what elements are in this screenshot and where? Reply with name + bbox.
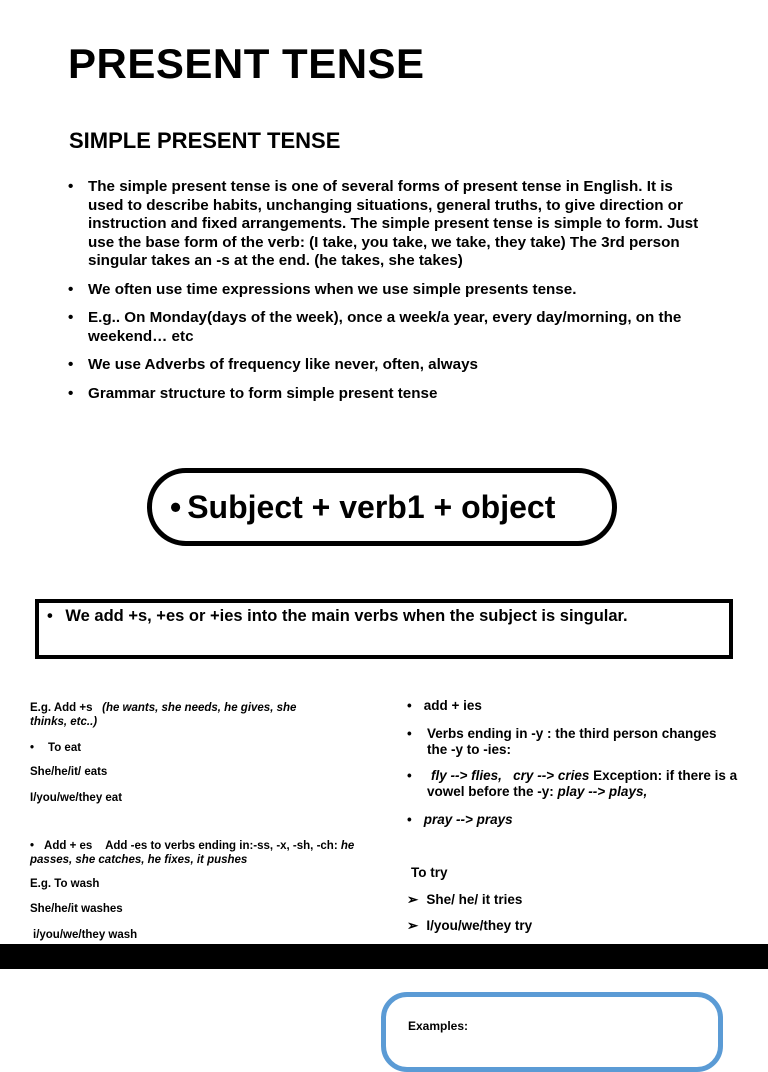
i-eat-line: I/you/we/they eat xyxy=(30,792,123,804)
bullet-icon: • xyxy=(170,488,182,525)
rule-text: We add +s, +es or +ies into the main verbs when the subject is singular. xyxy=(65,607,628,625)
pray-prays: pray --> prays xyxy=(423,812,513,827)
add-s-label: E.g. Add +s xyxy=(30,702,93,714)
bullet-icon: • xyxy=(47,607,53,625)
exception-line xyxy=(407,768,747,800)
list-item: • Grammar structure to form simple present tense xyxy=(68,385,708,404)
exception-text: Exception: if there is a vowel before the -y: xyxy=(427,768,738,799)
add-es-rule: Add -es to verbs ending in:-ss, -x, -sh, -ch: xyxy=(105,840,338,852)
she-tries-text: She/ he/ it tries xyxy=(426,892,523,907)
section-heading: SIMPLE PRESENT TENSE xyxy=(69,128,341,153)
i-try-text: I/you/we/they try xyxy=(426,918,533,933)
i-try-line xyxy=(407,918,532,934)
add-s-example xyxy=(30,701,335,729)
arrow-icon: ➢ xyxy=(407,892,419,907)
pray-line xyxy=(407,812,513,828)
list-item: • The simple present tense is one of several forms of present tense in English. It is used to describe habits, unchanging situations, general truths, to give direction or instruction and fixed arrangements. The simple present tense is simple to form. Just use the base form of the verb: (I take, you take, we take, they take) The 3rd person singular takes an -s at the end. (he takes, she takes) xyxy=(68,178,708,271)
arrow-icon: ➢ xyxy=(407,918,419,933)
add-es-example xyxy=(30,839,360,867)
to-eat-label: To eat xyxy=(48,742,82,754)
explanation-list xyxy=(68,178,708,413)
page-title: PRESENT TENSE xyxy=(68,40,425,87)
formula-text: Subject + verb1 + object xyxy=(187,488,556,525)
cry-cries: cry --> cries xyxy=(513,768,590,783)
add-s-examples: (he wants, she needs, he gives, she thinks, etc..) xyxy=(30,702,297,728)
verbs-ending-line xyxy=(407,726,737,758)
add-ies-label: add + ies xyxy=(423,698,482,713)
add-es-examples: he passes, she catches, he fixes, it pushes xyxy=(30,840,355,866)
bullet-icon: • xyxy=(407,768,412,783)
rule-box xyxy=(35,599,733,659)
play-plays: play --> plays, xyxy=(557,784,648,799)
list-item: • We often use time expressions when we use simple presents tense. xyxy=(68,281,708,300)
i-wash-line: i/you/we/they wash xyxy=(33,929,138,941)
examples-box xyxy=(381,992,723,1072)
to-eat-line xyxy=(30,741,81,755)
bullet-icon: • xyxy=(407,812,412,827)
add-es-label: Add + es xyxy=(44,840,93,852)
fly-flies: fly --> flies, xyxy=(431,768,502,783)
she-eats-line: She/he/it/ eats xyxy=(30,766,108,778)
she-washes-line: She/he/it washes xyxy=(30,903,123,915)
she-tries-line xyxy=(407,892,522,908)
page-divider xyxy=(0,944,768,969)
bullet-icon: • xyxy=(30,742,35,754)
to-try-line: To try xyxy=(411,865,448,880)
bullet-icon: • xyxy=(407,698,412,713)
bullet-icon: • xyxy=(30,840,35,852)
list-item: • E.g.. On Monday(days of the week), once a week/a year, every day/morning, on the weekend… etc xyxy=(68,309,708,346)
list-item: • We use Adverbs of frequency like never, often, always xyxy=(68,356,708,375)
examples-label: Examples: xyxy=(408,1019,469,1033)
bullet-icon: • xyxy=(407,726,412,741)
formula-box xyxy=(147,468,617,546)
verbs-ending-text: Verbs ending in -y : the third person changes the -y to -ies: xyxy=(427,726,717,757)
add-ies-line xyxy=(407,698,482,714)
to-wash-line: E.g. To wash xyxy=(30,878,100,890)
